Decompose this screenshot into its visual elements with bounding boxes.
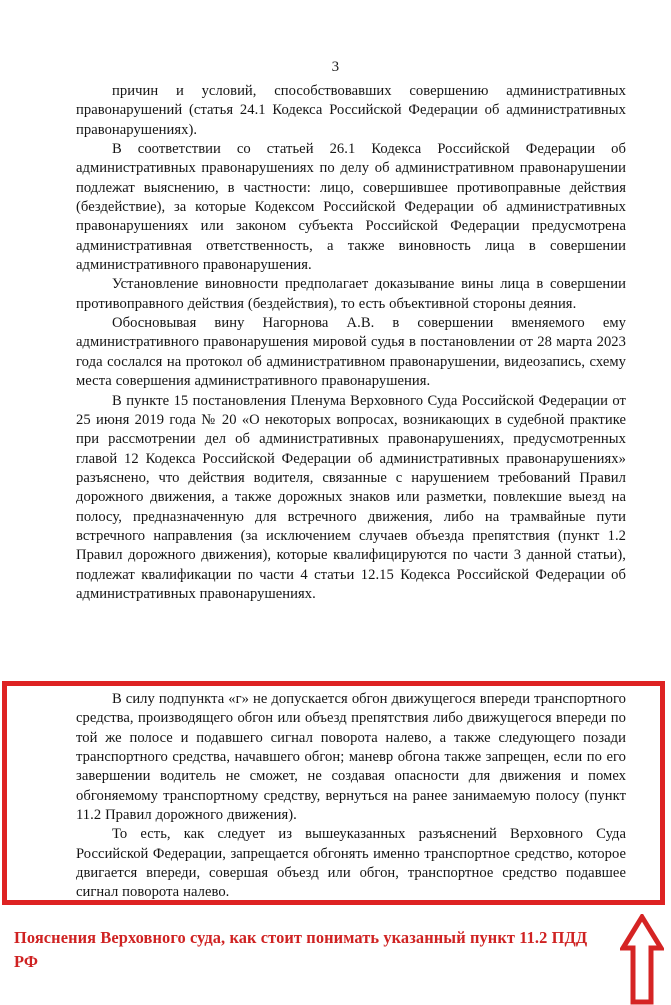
paragraph: В силу подпункта «г» не допускается обгон движущегося впереди транспортного средства, производящего обгон или объезд препятствия либо движущегося впереди по той же полосе и подавшего сигнал поворота налево, а также следующего позади транспортного средства, начавшего обгон; маневр обгона также запрещен, если по его завершении водитель не сможет, не создавая опасности для движения и помех обгоняемому транспортному средству, вернуться на ранее занимаемую полосу (пункт 11.2 Правил дорожного движения). <box>76 691 626 824</box>
page-number: 3 <box>331 59 340 75</box>
document-body-upper <box>76 82 626 604</box>
document-body-highlighted <box>76 690 626 903</box>
paragraph: причин и условий, способствовавших совершению административных правонарушений (статья 24.1 Кодекса Российской Федерации об административных правонарушениях). <box>76 83 626 138</box>
arrow-up-outline-icon <box>620 914 664 1005</box>
paragraph: Установление виновности предполагает доказывание вины лица в совершении противоправного действия (бездействия), то есть объективной стороны деяния. <box>76 276 626 312</box>
annotation-text: Пояснения Верховного суда, как стоит понимать указанный пункт 11.2 ПДД РФ <box>14 928 588 971</box>
paragraph: В пункте 15 постановления Пленума Верховного Суда Российской Федерации от 25 июня 2019 года № 20 «О некоторых вопросах, возникающих в судебной практике при рассмотрении дел об административных правонарушениях, предусмотренных главой 12 Кодекса Российской Федерации об административных правонарушениях» разъяснено, что действия водителя, связанные с нарушением требований Правил дорожного движения, а также дорожных знаков или разметки, повлекшие выезд на полосу, предназначенную для встречного движения, либо на трамвайные пути встречного направления (за исключением случаев объезда препятствия (пункт 1.2 Правил дорожного движения), которые квалифицируются по части 3 данной статьи), подлежат квалификации по части 4 статьи 12.15 Кодекса Российской Федерации об административных правонарушениях. <box>76 392 626 602</box>
paragraph: В соответствии со статьей 26.1 Кодекса Российской Федерации об административных правонарушениях по делу об административном правонарушении подлежат выяснению, в частности: лицо, совершившее противоправные действия (бездействие), за которые Кодексом Российской Федерации об административных правонарушениях или законом субъекта Российской Федерации предусмотрена административная ответственность, а также виновность лица в совершении административного правонарушения. <box>76 141 626 274</box>
paragraph: Обосновывая вину Нагорнова А.В. в совершении вменяемого ему административного правонарушения мировой судья в постановлении от 28 марта 2023 года сослался на протокол об административном правонарушении, видеозапись, схему места совершения административного правонарушения. <box>76 315 626 390</box>
paragraph: То есть, как следует из вышеуказанных разъяснений Верховного Суда Российской Федерации, запрещается обгонять именно транспортное средство, которое двигается впереди, совершая объезд или обгон, транспортное средство подавшее сигнал поворота налево. <box>76 826 626 901</box>
